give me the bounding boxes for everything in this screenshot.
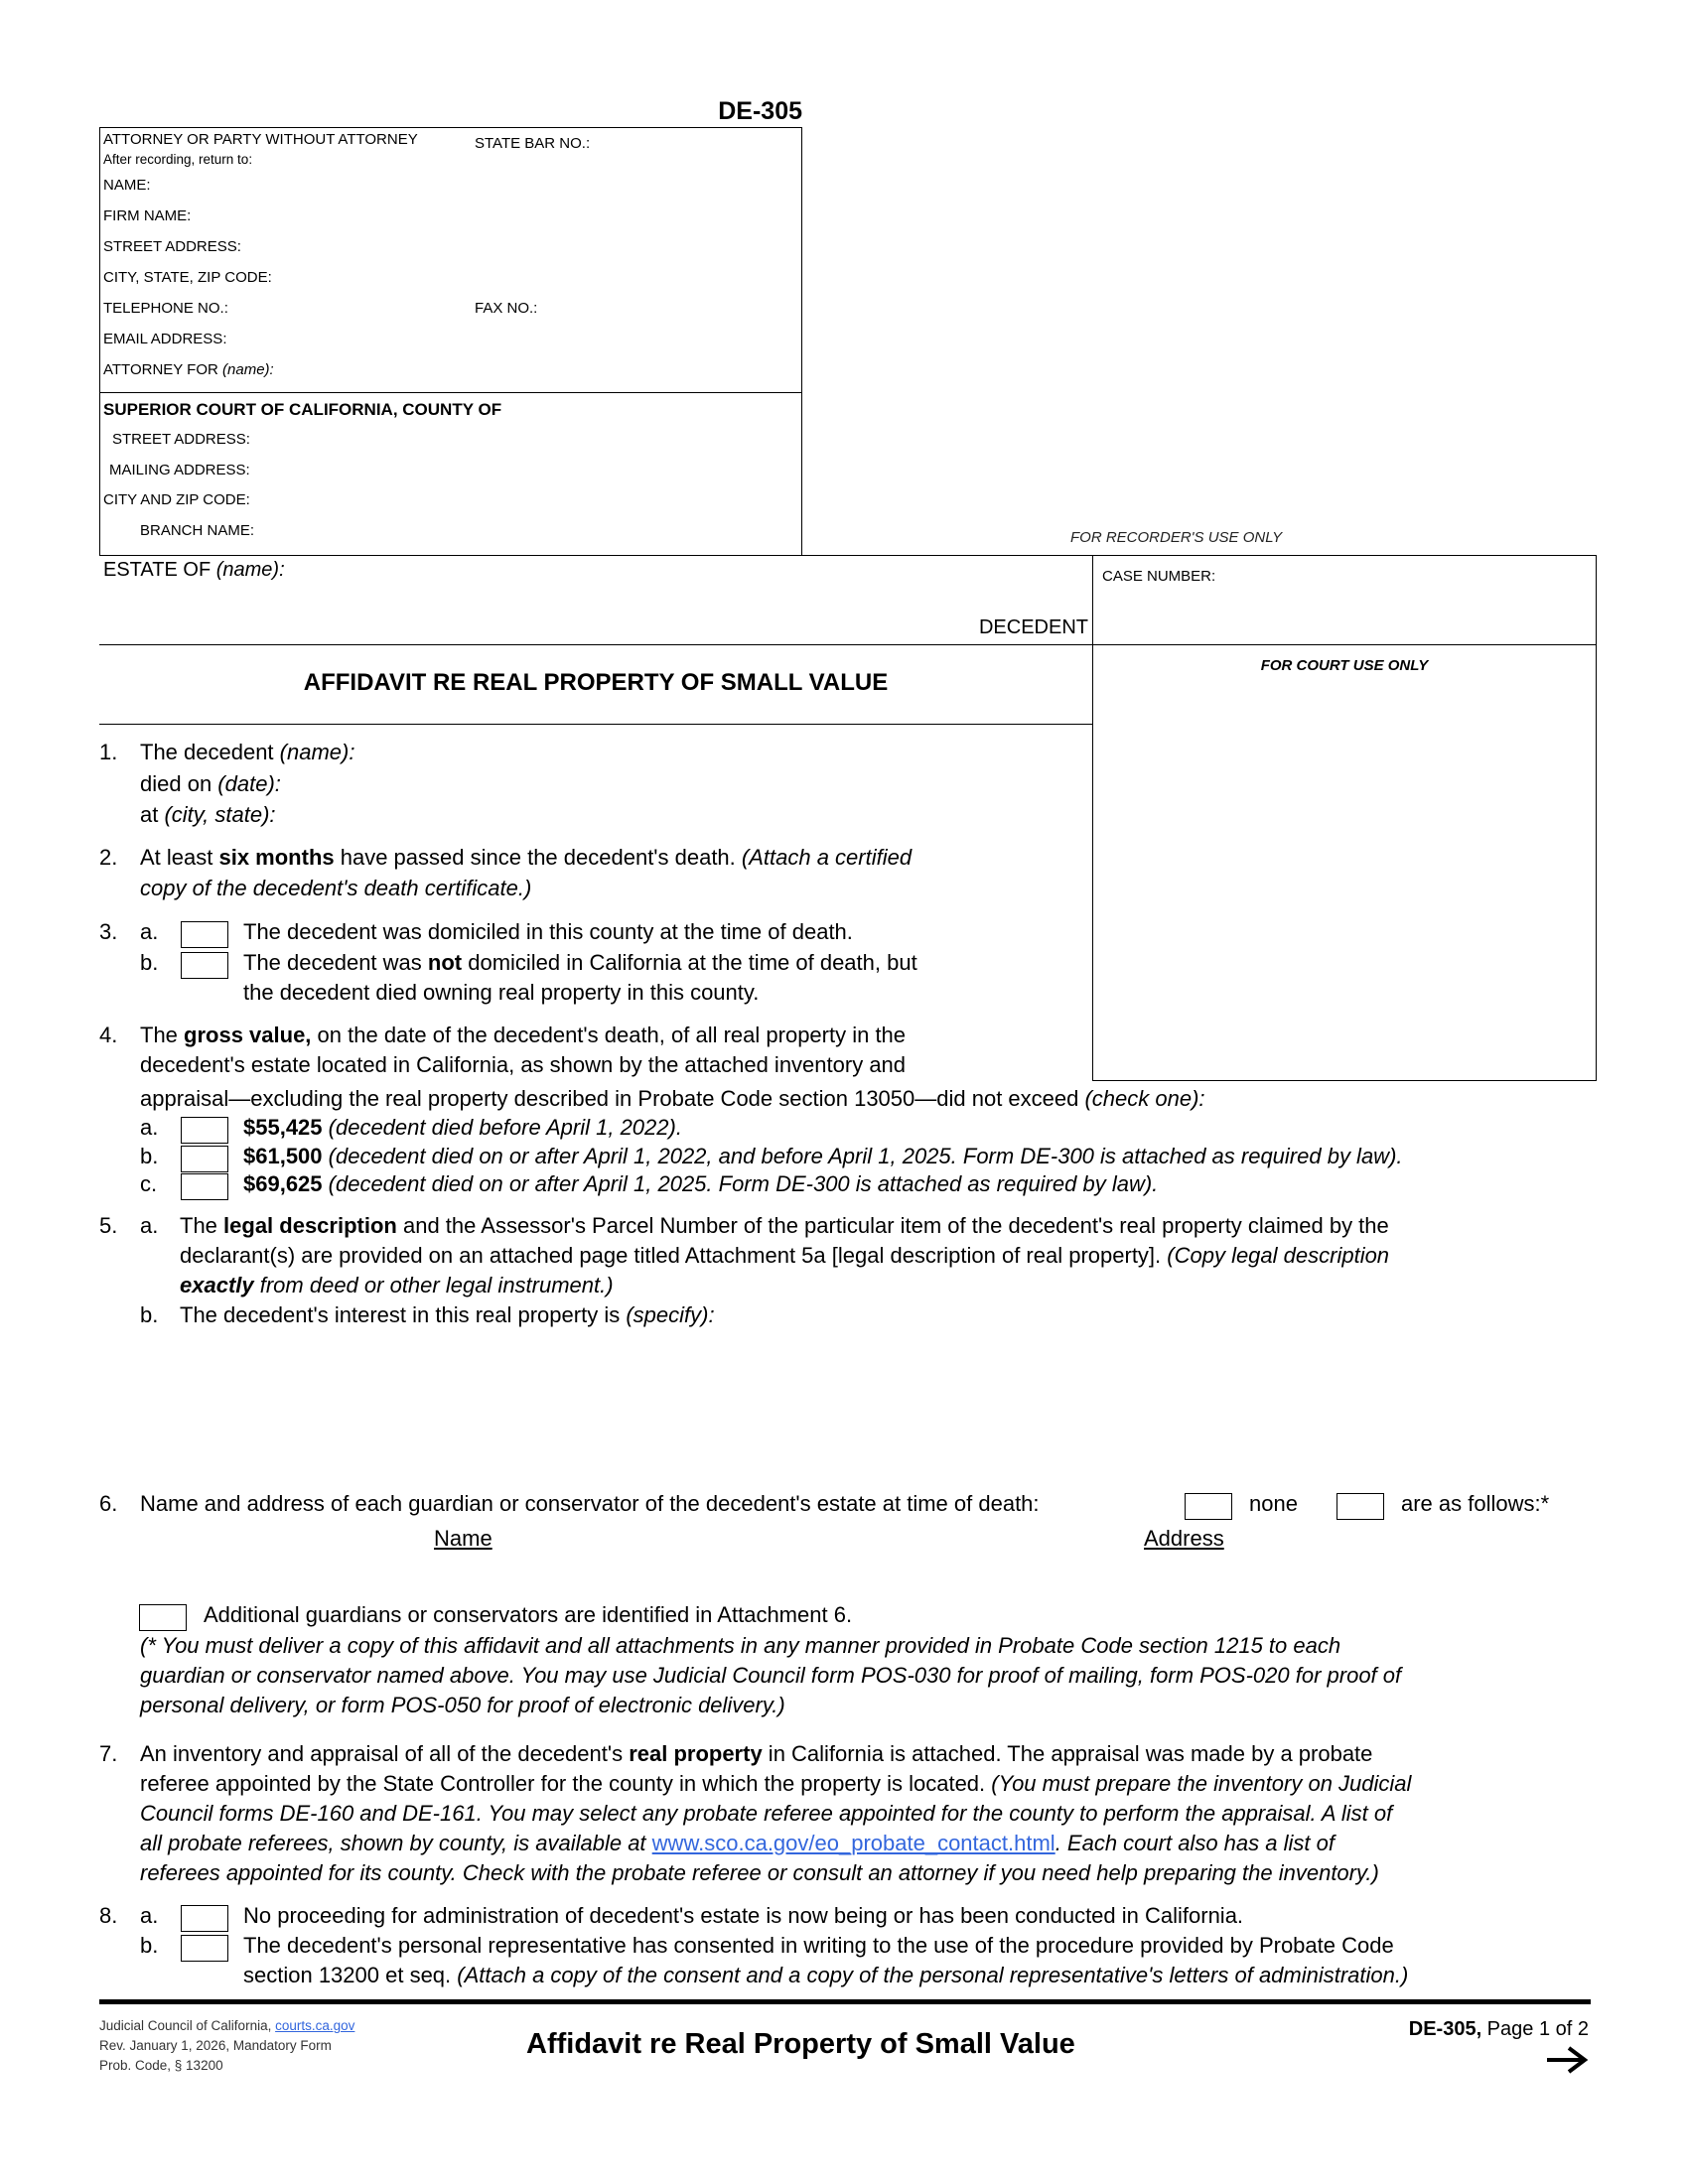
- item-4c-text: [243, 1169, 1158, 1199]
- item-7-text-3: Council forms DE-160 and DE-161. You may select any probate referee appointed for the county to perform the appraisal. A list of: [140, 1801, 1393, 1826]
- court-mailing-field[interactable]: MAILING ADDRESS:: [109, 462, 250, 478]
- label: The decedent: [140, 740, 280, 764]
- firm-name-field[interactable]: FIRM NAME:: [103, 207, 192, 224]
- estate-of-hint: (name):: [215, 559, 285, 581]
- hint: (city, state):: [164, 802, 276, 827]
- hint: (name):: [279, 740, 355, 764]
- t: real property: [629, 1741, 763, 1766]
- item-3b-label: b.: [140, 950, 159, 975]
- estate-of-label: ESTATE OF: [103, 559, 211, 581]
- item-8b-label: b.: [140, 1933, 159, 1958]
- attorney-heading: ATTORNEY OR PARTY WITHOUT ATTORNEY: [103, 131, 418, 148]
- item-4a-text: [243, 1113, 682, 1143]
- label: died on: [140, 771, 218, 796]
- item-3-number: 3.: [99, 919, 118, 944]
- item-5b-interest-field[interactable]: [180, 1300, 715, 1330]
- attorney-for-field[interactable]: [103, 361, 274, 379]
- t: have passed since the decedent's death.: [334, 845, 742, 870]
- item-4b-checkbox[interactable]: [181, 1146, 228, 1172]
- item-6-additional-text: Additional guardians or conservators are identified in Attachment 6.: [204, 1602, 853, 1627]
- amount: $55,425: [243, 1115, 323, 1140]
- t: (specify):: [626, 1302, 715, 1327]
- item-4-text-3: [140, 1084, 1205, 1114]
- t: on the date of the decedent's death, of all real property in the: [311, 1023, 907, 1047]
- item-3a-checkbox[interactable]: [181, 921, 228, 948]
- item-7-text-2: [140, 1769, 1411, 1799]
- form-title: AFFIDAVIT RE REAL PROPERTY OF SMALL VALUE: [303, 669, 889, 696]
- footer-page: [1321, 2017, 1589, 2041]
- court-street-field[interactable]: STREET ADDRESS:: [112, 431, 250, 448]
- name-field[interactable]: NAME:: [103, 177, 151, 194]
- item-7-number: 7.: [99, 1741, 118, 1766]
- t: (check one):: [1084, 1086, 1205, 1111]
- t: gross value,: [184, 1023, 312, 1047]
- t: in California is attached. The appraisal was made by a probate: [762, 1741, 1373, 1766]
- telephone-field[interactable]: TELEPHONE NO.:: [103, 300, 228, 317]
- t: At least: [140, 845, 219, 870]
- item-6-as-follows-label: are as follows:*: [1401, 1491, 1550, 1516]
- fax-field[interactable]: FAX NO.:: [475, 300, 538, 317]
- item-6-as-follows-checkbox[interactable]: [1336, 1493, 1384, 1520]
- item-4-text: [140, 1021, 906, 1050]
- item-6-note-2: guardian or conservator named above. You may use Judicial Council form POS-030 for proof of mailing, form POS-020 for proof of: [140, 1663, 1402, 1688]
- street-address-field[interactable]: STREET ADDRESS:: [103, 238, 241, 255]
- item-5-number: 5.: [99, 1213, 118, 1238]
- item-8a-checkbox[interactable]: [181, 1905, 228, 1932]
- state-bar-label[interactable]: STATE BAR NO.:: [475, 135, 591, 152]
- item-4-number: 4.: [99, 1023, 118, 1047]
- courts-link[interactable]: courts.ca.gov: [275, 2018, 355, 2033]
- item-6-additional-checkbox[interactable]: [139, 1604, 187, 1631]
- footer-council: [99, 2018, 354, 2034]
- item-1-place-of-death[interactable]: [140, 800, 276, 830]
- t: (Attach a certified: [741, 845, 913, 870]
- item-6-number: 6.: [99, 1491, 118, 1516]
- t: An inventory and appraisal of all of the decedent's: [140, 1741, 630, 1766]
- t: all probate referees, shown by county, is available at: [140, 1831, 652, 1855]
- item-6-address-column: Address: [1144, 1526, 1224, 1551]
- attorney-for-label: ATTORNEY FOR: [103, 361, 218, 378]
- t: . Each court also has a list of: [1055, 1831, 1335, 1855]
- item-6-none-checkbox[interactable]: [1185, 1493, 1232, 1520]
- item-5b-label: b.: [140, 1302, 159, 1327]
- t: (Attach a copy of the consent and a copy of the personal representative's letters of administration.): [457, 1963, 1409, 1987]
- t: and the Assessor's Parcel Number of the particular item of the decedent's real property claimed by the: [396, 1213, 1389, 1238]
- item-3b-text-cont: the decedent died owning real property in this county.: [243, 980, 760, 1005]
- item-6-none-label: none: [1249, 1491, 1298, 1516]
- item-1-date-of-death[interactable]: [140, 769, 281, 799]
- label: at: [140, 802, 165, 827]
- item-4b-text: [243, 1142, 1403, 1171]
- court-use-label: FOR COURT USE ONLY: [1260, 657, 1429, 674]
- item-1-number: 1.: [99, 740, 118, 764]
- item-6-note-1: (* You must deliver a copy of this affidavit and all attachments in any manner provided in Probate Code section 1215 to each: [140, 1633, 1341, 1658]
- t: exactly: [180, 1273, 254, 1297]
- item-4c-checkbox[interactable]: [181, 1173, 228, 1200]
- t: appraisal—excluding the real property described in Probate Code section 13050—did not exceed: [140, 1086, 1085, 1111]
- hint: (date):: [217, 771, 281, 796]
- decedent-label: DECEDENT: [978, 616, 1088, 638]
- footer-rule: [99, 1999, 1591, 2004]
- form-id-header: DE-305: [718, 97, 802, 125]
- item-1-decedent-name[interactable]: [140, 738, 354, 767]
- item-6-note-3: personal delivery, or form POS-050 for proof of electronic delivery.): [140, 1693, 785, 1717]
- item-4a-label: a.: [140, 1115, 159, 1140]
- item-8-number: 8.: [99, 1903, 118, 1928]
- city-state-zip-field[interactable]: CITY, STATE, ZIP CODE:: [103, 269, 272, 286]
- arrow-right-icon[interactable]: [1545, 2045, 1589, 2075]
- t: The: [180, 1213, 224, 1238]
- attorney-for-hint: (name):: [222, 361, 274, 378]
- item-7-text-5: referees appointed for its county. Check with the probate referee or consult an attorney if you need help preparing the inventory.): [140, 1860, 1379, 1885]
- probate-referee-link[interactable]: www.sco.ca.gov/eo_probate_contact.html: [651, 1831, 1055, 1855]
- amount: $61,500: [243, 1144, 323, 1168]
- t: Judicial Council of California,: [99, 2018, 276, 2033]
- t: section 13200 et seq.: [243, 1963, 458, 1987]
- item-5a-label: a.: [140, 1213, 159, 1238]
- item-6-name-column: Name: [434, 1526, 492, 1551]
- t: referee appointed by the State Controller for the county in which the property is located.: [140, 1771, 992, 1796]
- court-heading: SUPERIOR COURT OF CALIFORNIA, COUNTY OF: [103, 400, 502, 419]
- item-4-text-2: decedent's estate located in California, as shown by the attached inventory and: [140, 1052, 907, 1077]
- item-2-text-cont: copy of the decedent's death certificate.): [140, 876, 532, 900]
- item-8b-text: The decedent's personal representative has consented in writing to the use of the procedure provided by Probate Code: [243, 1933, 1394, 1958]
- item-4c-label: c.: [140, 1171, 158, 1196]
- amount: $69,625: [243, 1171, 323, 1196]
- item-3b-checkbox[interactable]: [181, 952, 228, 979]
- item-7-text-4: [140, 1829, 1335, 1858]
- note: (decedent died on or after April 1, 2025. Form DE-300 is attached as required by law).: [322, 1171, 1159, 1196]
- t: six months: [218, 845, 335, 870]
- item-5a-text: [180, 1211, 1389, 1241]
- item-4a-checkbox[interactable]: [181, 1117, 228, 1144]
- item-8b-checkbox[interactable]: [181, 1935, 228, 1962]
- court-city-zip-field[interactable]: CITY AND ZIP CODE:: [103, 491, 250, 508]
- t: domiciled in California at the time of death, but: [462, 950, 917, 975]
- court-branch-field[interactable]: BRANCH NAME:: [140, 522, 255, 539]
- item-7-text-1: [140, 1739, 1372, 1769]
- footer-revision: Rev. January 1, 2026, Mandatory Form: [99, 2038, 332, 2053]
- item-5a-text-3: [180, 1271, 614, 1300]
- t: The decedent's interest in this real property is: [180, 1302, 627, 1327]
- t: The decedent was: [243, 950, 428, 975]
- item-8a-text: No proceeding for administration of decedent's estate is now being or has been conducted in California.: [243, 1903, 1244, 1928]
- item-5a-text-2: [180, 1241, 1389, 1271]
- recorder-use-label: FOR RECORDER'S USE ONLY: [1070, 529, 1283, 546]
- item-2-number: 2.: [99, 845, 118, 870]
- item-3a-label: a.: [140, 919, 159, 944]
- email-field[interactable]: EMAIL ADDRESS:: [103, 331, 227, 347]
- item-8a-label: a.: [140, 1903, 159, 1928]
- note: (decedent died on or after April 1, 2022, and before April 1, 2025. Form DE-300 is attached as required by law).: [322, 1144, 1403, 1168]
- footer-title: Affidavit re Real Property of Small Value: [526, 2028, 1075, 2060]
- t: Page 1 of 2: [1481, 2018, 1589, 2040]
- item-3b-text: [243, 948, 917, 978]
- after-recording-label: After recording, return to:: [103, 152, 253, 167]
- case-number-field[interactable]: CASE NUMBER:: [1102, 568, 1216, 585]
- footer-code: Prob. Code, § 13200: [99, 2058, 223, 2073]
- t: DE-305,: [1408, 2018, 1482, 2040]
- item-2-text: [140, 843, 912, 873]
- item-4b-label: b.: [140, 1144, 159, 1168]
- t: from deed or other legal instrument.): [253, 1273, 614, 1297]
- item-8b-text-cont: [243, 1961, 1408, 1990]
- t: (You must prepare the inventory on Judicial: [991, 1771, 1412, 1796]
- t: (Copy legal description: [1167, 1243, 1390, 1268]
- t: legal description: [223, 1213, 397, 1238]
- note: (decedent died before April 1, 2022).: [322, 1115, 682, 1140]
- t: not: [427, 950, 463, 975]
- t: The: [140, 1023, 185, 1047]
- estate-of-field[interactable]: [103, 558, 285, 582]
- item-6-text: Name and address of each guardian or conservator of the decedent's estate at time of death:: [140, 1491, 1040, 1516]
- t: declarant(s) are provided on an attached page titled Attachment 5a [legal description of real property].: [180, 1243, 1168, 1268]
- item-3a-text: The decedent was domiciled in this county at the time of death.: [243, 919, 853, 944]
